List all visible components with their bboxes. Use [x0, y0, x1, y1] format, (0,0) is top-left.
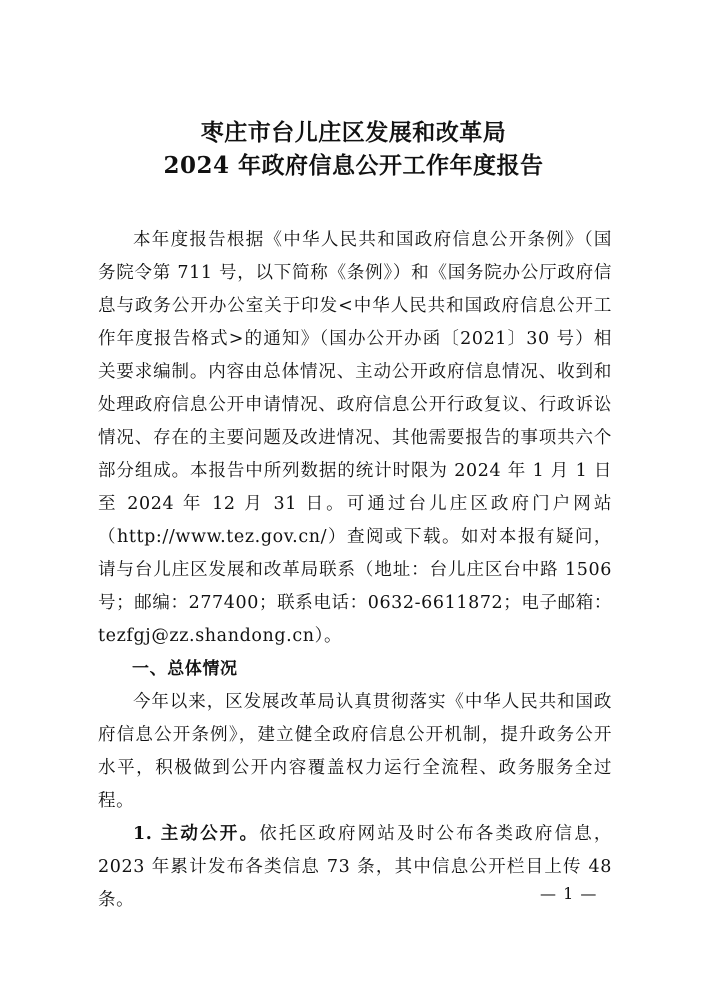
- item-proactive-disclosure-text: 依托区政府网站及时公布各类政府信息，2023 年累计发布各类信息 73 条，其中信息公开栏目上传 48 条。: [98, 824, 612, 910]
- item-proactive-disclosure-label: 1. 主动公开。: [133, 824, 260, 844]
- page-number: — 1 —: [540, 884, 598, 903]
- intro-paragraph: 本年度报告根据《中华人民共和国政府信息公开条例》（国务院令第 711 号，以下简称《条例》）和《国务院办公厅政府信息与政务公开办公室关于印发<中华人民共和国政府信息公开工作年度报告格式>的通知》（国办公开办函〔2021〕30 号）相关要求编制。内容由总体情况、主动公开政府信息情况、收到和处理政府信息公开申请情况、政府信息公开行政复议、行政诉讼情况、存在的主要问题及改进情况、其他需要报告的事项共六个部分组成。本报告中所列数据的统计时限为 2024 年 1 月 1 日至 2024 年 12 月 31 日。可通过台儿庄区政府门户网站（http://www.tez.gov.cn/）查阅或下载。如对本报有疑问，请与台儿庄区发展和改革局联系（地址：台儿庄区台中路 1506 号；邮编：277400；联系电话：0632-6611872；电子邮箱：tezfgj@zz.shandong.cn）。: [98, 230, 612, 646]
- section-heading-overview: 一、总体情况: [132, 659, 238, 679]
- document-body: [98, 224, 612, 917]
- overview-paragraph: 今年以来，区发展改革局认真贯彻落实《中华人民共和国政府信息公开条例》，建立健全政府信息公开机制，提升政务公开水平，积极做到公开内容覆盖权力运行全流程、政务服务全过程。: [98, 692, 612, 811]
- title-line-2: 2024 年政府信息公开工作年度报告: [163, 152, 544, 179]
- item-proactive-disclosure: [98, 818, 612, 917]
- document-title: [0, 116, 707, 182]
- title-line-1: 枣庄市台儿庄区发展和改革局: [200, 119, 507, 146]
